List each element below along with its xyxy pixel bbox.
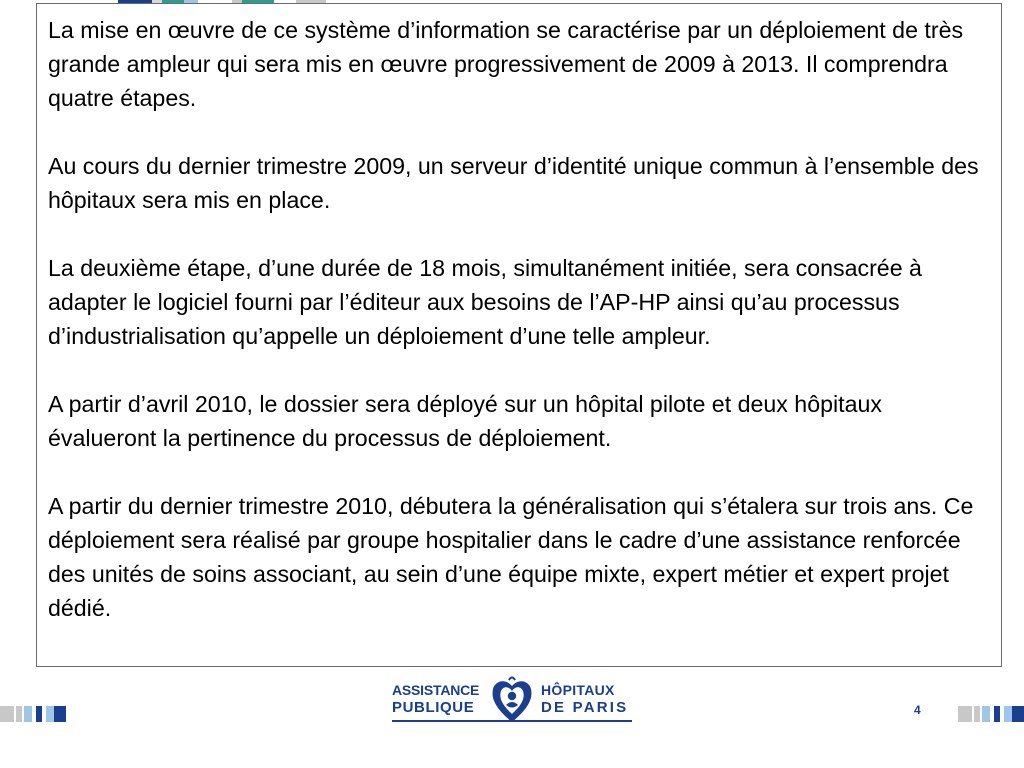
paragraph-4: A partir d’avril 2010, le dossier sera déployé sur un hôpital pilote et deux hôpitaux évalueront la pertinence du processus de déploiement. [48, 391, 882, 451]
paragraph-5: A partir du dernier trimestre 2010, débutera la généralisation qui s’étalera sur trois ans. Ce déploiement sera réalisé par groupe hospitalier dans le cadre d’une assistance renforcée des unités de soins associant, au sein d’une équipe mixte, expert métier et expert projet dédié. [48, 493, 974, 621]
page-number: 4 [914, 703, 921, 717]
ap-hp-logo [390, 674, 635, 726]
logo-text-publique: PUBLIQUE [392, 699, 475, 716]
body-text [48, 13, 993, 625]
logo-text-de-paris: DE PARIS [541, 699, 629, 716]
bottom-right-decoration [958, 706, 1024, 722]
text-box [36, 3, 1002, 667]
logo-text-assistance: ASSISTANCE [392, 682, 480, 698]
heart-child-emblem-icon [489, 674, 535, 724]
paragraph-2: Au cours du dernier trimestre 2009, un serveur d’identité unique commun à l’ensemble des hôpitaux sera mis en place. [48, 153, 979, 213]
bottom-left-decoration [0, 706, 66, 722]
logo-underline [392, 720, 632, 722]
paragraph-1: La mise en œuvre de ce système d’information se caractérise par un déploiement de très grande ampleur qui sera mis en œuvre progressivement de 2009 à 2013. Il comprendra quatre étapes. [48, 17, 964, 111]
paragraph-3: La deuxième étape, d’une durée de 18 mois, simultanément initiée, sera consacrée à adapter le logiciel fourni par l’éditeur aux besoins de l’AP-HP ainsi qu’au processus d’industrialisation qu’appelle un déploiement d’une telle ampleur. [48, 255, 922, 349]
logo-text-hopitaux: HÔPITAUX [541, 682, 615, 698]
